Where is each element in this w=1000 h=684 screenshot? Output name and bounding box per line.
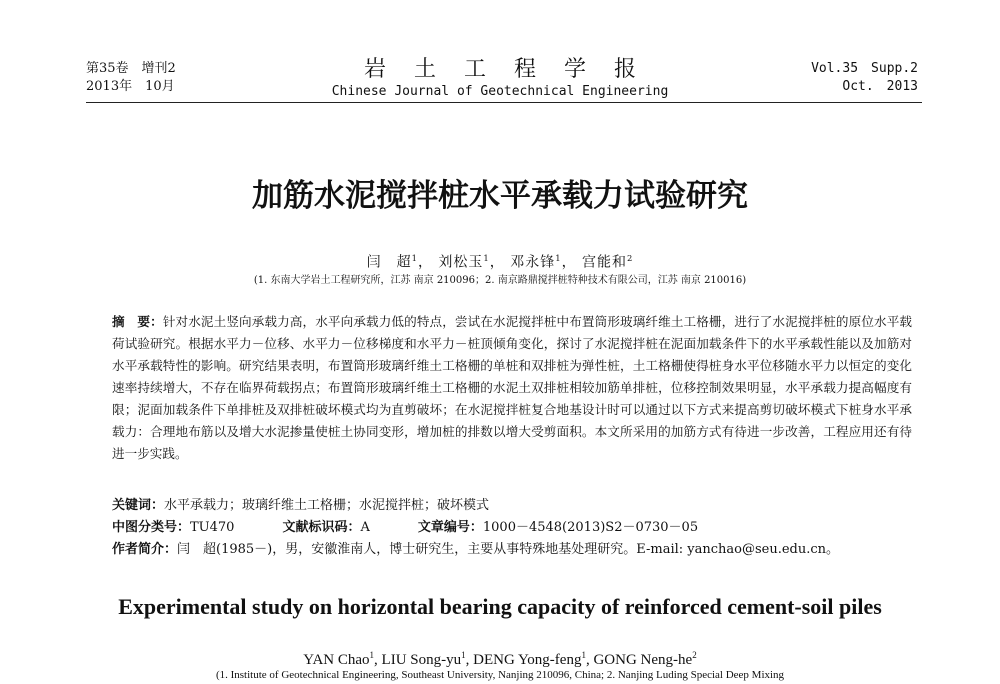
author-name: 闫 超 xyxy=(366,254,412,271)
author-name: 刘松玉 xyxy=(438,254,484,271)
affiliation-cn: (1. 东南大学岩土工程研究所，江苏 南京 210096；2. 南京路鼎搅拌桩特种技术有限公司，江苏 南京 210016) xyxy=(253,275,747,286)
article-no-value: 1000－4548(2013)S2－0730－05 xyxy=(482,520,699,535)
author-bio-line xyxy=(112,540,839,560)
paper-title-en: Experimental study on horizontal bearing capacity of reinforced cement-soil piles xyxy=(118,594,882,619)
journal-name-cn: 岩土工程学报 xyxy=(363,57,664,82)
keywords-text: 水平承载力；玻璃纤维土工格栅；水泥搅拌桩；破坏模式 xyxy=(164,498,490,513)
author-name: LIU Song-yu xyxy=(381,652,462,668)
doc-code-value: A xyxy=(360,520,370,535)
keywords-line xyxy=(112,496,489,516)
author-affiliation-mark: 1 xyxy=(461,650,466,660)
author-affiliation-mark: 2 xyxy=(692,650,697,660)
author-name: YAN Chao xyxy=(303,652,370,668)
abstract-label: 摘 要： xyxy=(112,314,163,329)
authors-cn: 闫 超$^1$， 刘松玉$^1$， 邓永锋$^1$， 宫能和$^2$ xyxy=(366,253,634,271)
author-name: DENG Yong-feng xyxy=(473,652,582,668)
volume-cn: 第35卷 增刊2 xyxy=(86,61,176,76)
author-affiliation-mark: 1 xyxy=(411,253,418,263)
header-issue-info xyxy=(811,60,918,96)
date-cn: 2013年 10月 xyxy=(86,79,175,94)
author-name: GONG Neng-he xyxy=(593,652,693,668)
doc-code-label: 文献标识码： xyxy=(282,520,361,535)
date-en: Oct. 2013 xyxy=(842,79,918,94)
classification-line xyxy=(112,518,698,538)
abstract-text: 针对水泥土竖向承载力高，水平向承载力低的特点，尝试在水泥搅拌桩中布置筒形玻璃纤维土工格栅，进行了水泥搅拌桩的原位水平载荷试验研究。根据水平力－位移、水平力－位移梯度和水平力－桩顶倾角变化，探讨了水泥搅拌桩在泥面加载条件下的水平承载性能以及加筋对水平承载特性的影响。研究结果表明，布置筒形玻璃纤维土工格栅的单桩和双排桩为弹性桩，土工格栅使得桩身水平位移随水平力以恒定的变化速率持续增大，不存在临界荷载拐点；布置筒形玻璃纤维土工格栅的水泥土双排桩相较加筋单排桩，位移控制效果明显，水平承载力提高幅度有限；泥面加载条件下单排桩及双排桩破坏模式均为直剪破坏；在水泥搅拌桩复合地基设计时可以通过以下方式来提高剪切破坏模式下桩身水平承载力：合理地布筋以及增大水泥掺量使桩土协同变形，增加桩的排数以增大受剪面积。本文所采用的加筋方式有待进一步改善，工程应用还有待进一步实践。 xyxy=(112,314,913,461)
authors-en: YAN Chao$^1$, LIU Song-$yu^1$, DENG Yong-feng$^1$, GONG Neng-$he^2$ xyxy=(303,650,697,668)
bio-label: 作者简介： xyxy=(112,542,178,557)
author-affiliation-mark: 1 xyxy=(369,650,375,660)
author-affiliation-mark: 1 xyxy=(483,253,490,263)
volume-en: Vol.35 Supp.2 xyxy=(811,61,918,76)
journal-name-en: Chinese Journal of Geotechnical Engineering xyxy=(331,84,669,99)
header-rule xyxy=(86,102,922,103)
author-affiliation-mark: 1 xyxy=(581,650,586,660)
author-name: 宫能和 xyxy=(582,254,628,271)
abstract-cn xyxy=(112,311,912,465)
affiliation-en: (1. Institute of Geotechnical Engineering, Southeast University, Nanjing 210096, China; 2. Nanjing Luding Special Deep Mixing xyxy=(215,669,785,681)
bio-text: 闫 超(1985－)，男，安徽淮南人，博士研究生，主要从事特殊地基处理研究。E-mail: yanchao@seu.edu.cn。 xyxy=(177,542,840,557)
paper-title-cn: 加筋水泥搅拌桩水平承载力试验研究 xyxy=(252,178,748,214)
keywords-label: 关键词： xyxy=(112,498,165,513)
author-affiliation-mark: 1 xyxy=(555,253,562,263)
author-affiliation-mark: 2 xyxy=(627,253,634,263)
clc-label: 中图分类号： xyxy=(112,520,191,535)
article-no-label: 文章编号： xyxy=(417,520,483,535)
clc-value: TU470 xyxy=(190,520,235,535)
author-name: 邓永锋 xyxy=(510,254,556,271)
